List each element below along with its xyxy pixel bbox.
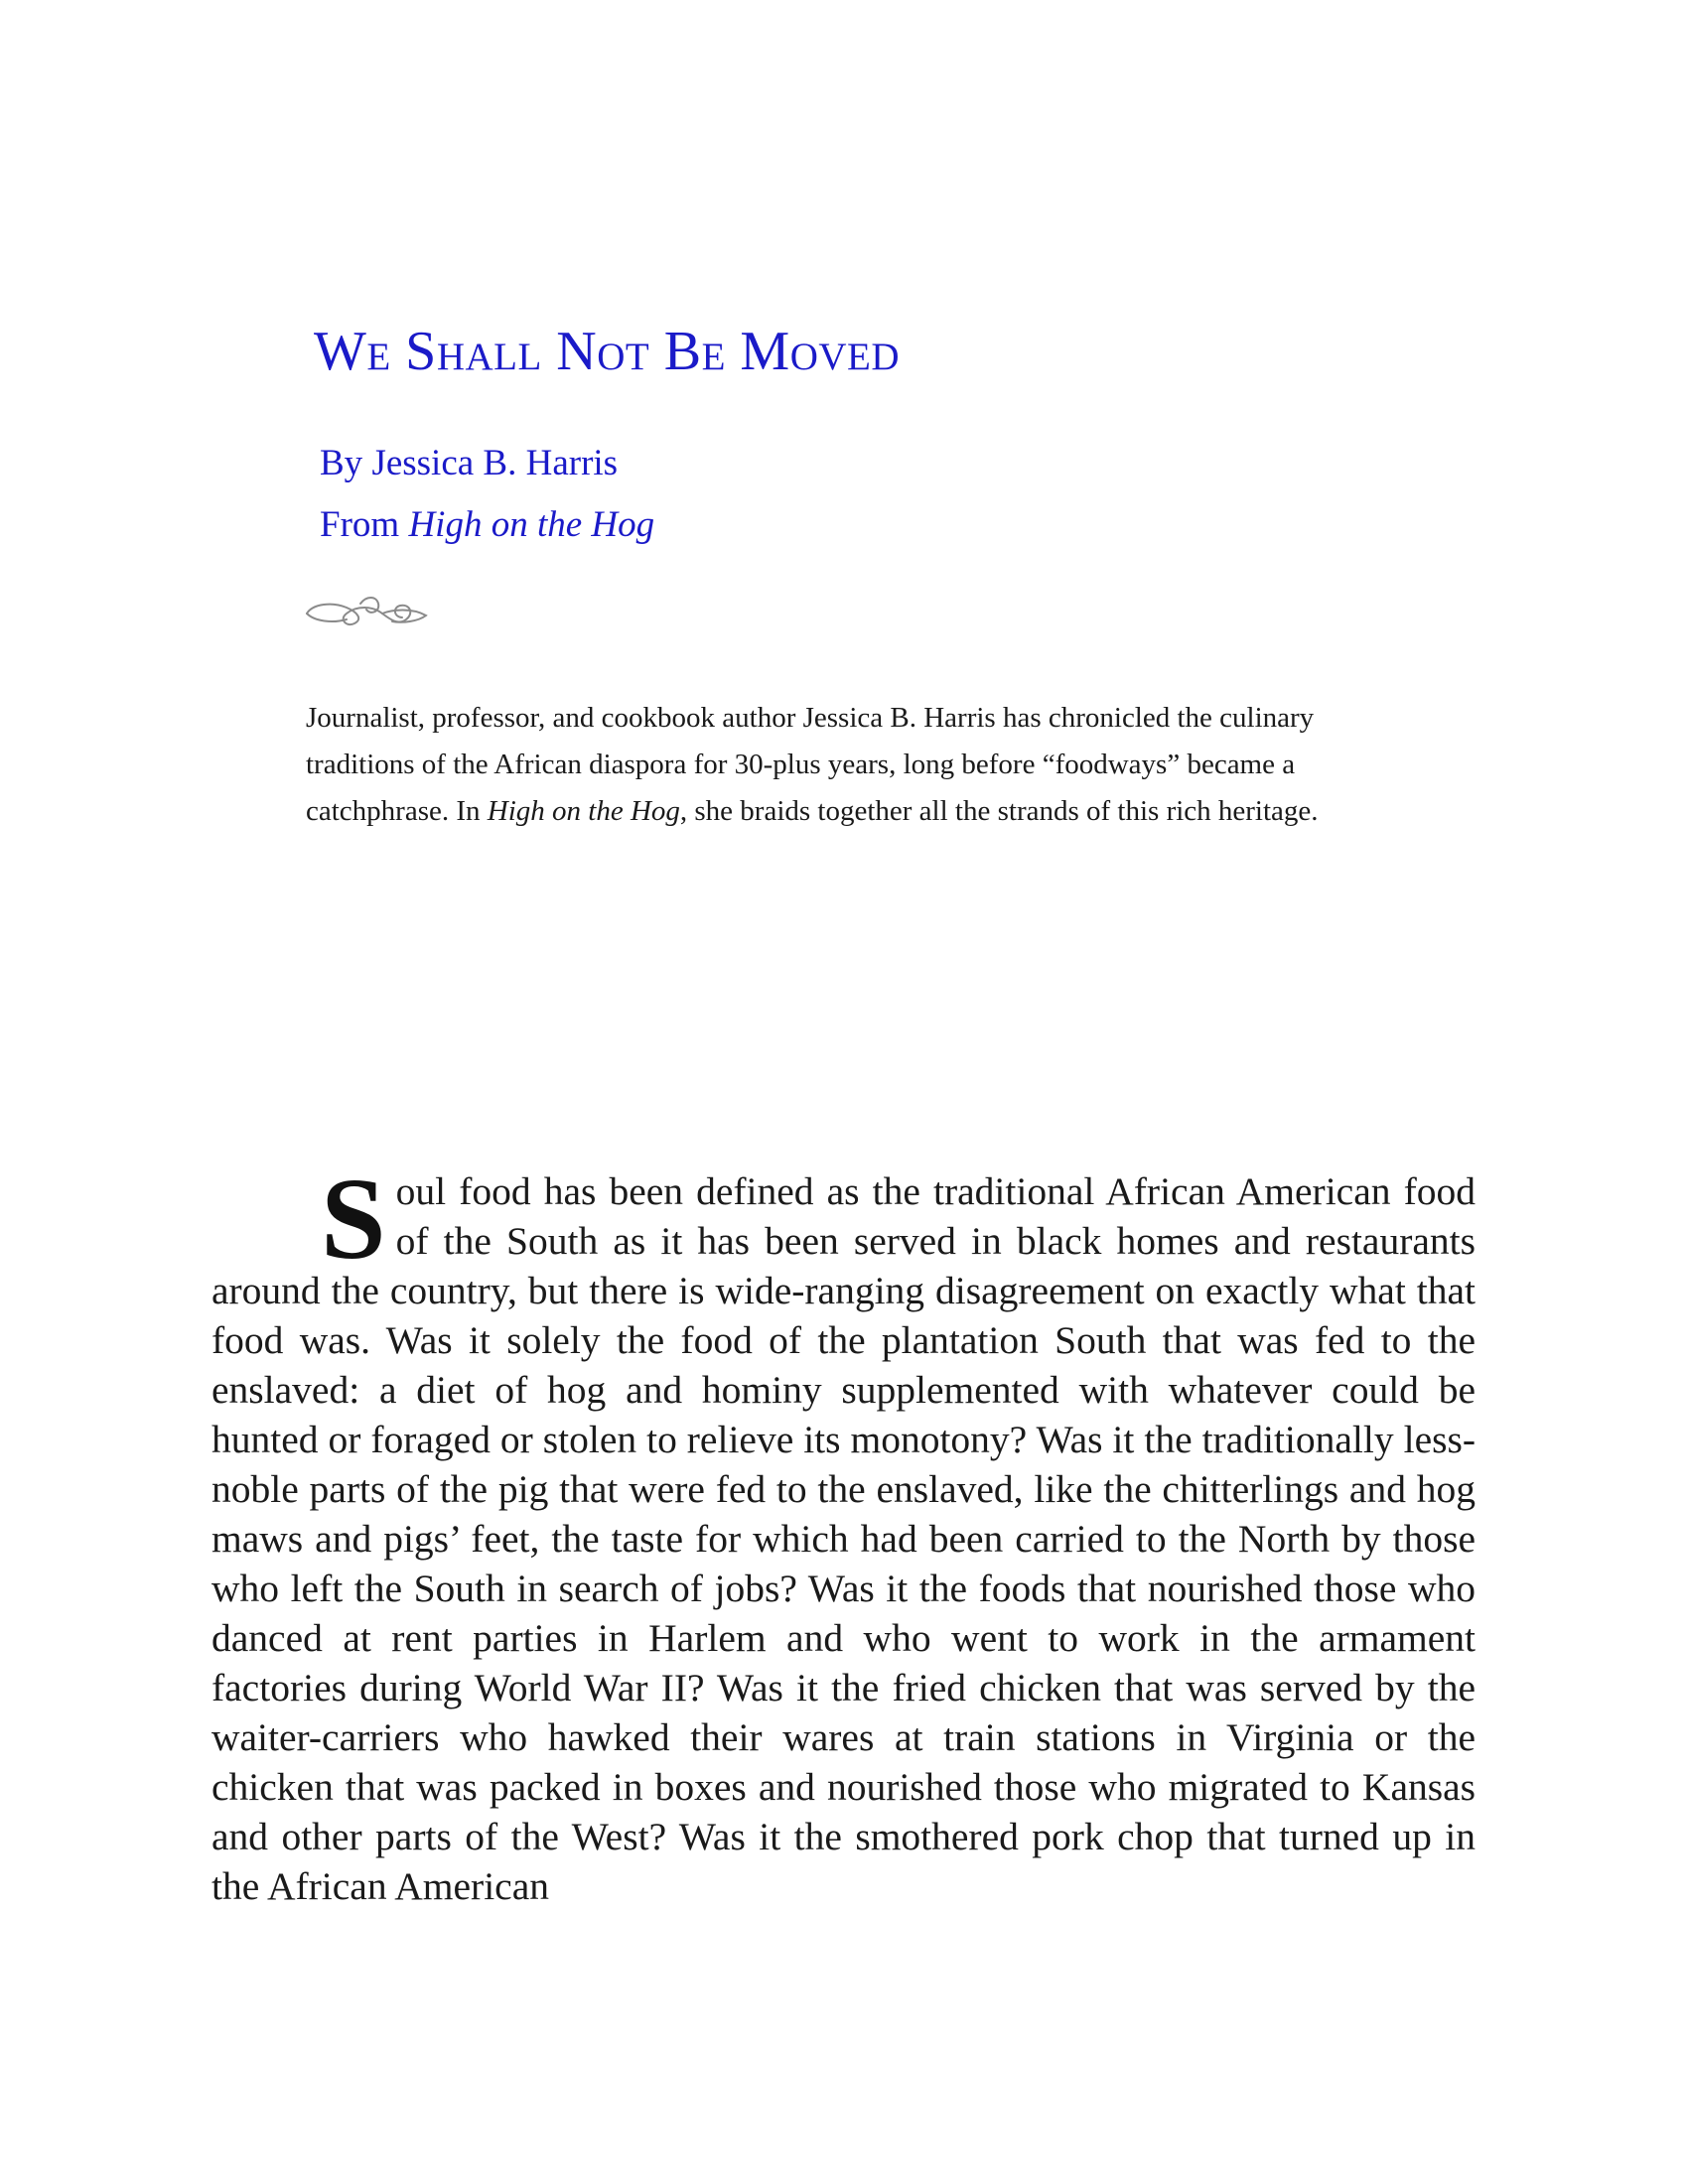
article-body (211, 1154, 1476, 1911)
byline-prefix: By (320, 443, 372, 483)
article-title: We Shall Not Be Moved (314, 321, 901, 382)
source-prefix: From (320, 504, 409, 545)
author-line (320, 433, 654, 494)
intro-paragraph (306, 695, 1378, 835)
intro-book-title: High on the Hog (487, 795, 680, 827)
author-name: Jessica B. Harris (371, 443, 619, 483)
source-line (320, 494, 654, 556)
flourish-divider-icon (303, 588, 432, 637)
body-paragraph-text: oul food has been defined as the traditional African American food of the South as it has been served in black homes and restaurants around the country, but there is wide-ranging disagreement on exactly what that food was. Was it solely the food of the plantation South that was fed to the enslaved: a diet of hog and hominy supplemented with whatever could be hunted or foraged or stolen to relieve its monotony? Was it the traditionally less-noble parts of the pig that were fed to the enslaved, like the chitterlings and hog maws and pigs’ feet, the taste for which had been carried to the North by those who left the South in search of jobs? Was it the foods that nourished those who danced at rent parties in Harlem and who went to work in the armament factories during World War II? Was it the fried chicken that was served by the waiter-carriers who hawked their wares at train stations in Virginia or the chicken that was packed in boxes and nourished those who migrated to Kansas and other parts of the West? Was it the smothered pork chop that turned up in the African American (211, 1169, 1476, 1908)
byline-block (320, 433, 654, 556)
source-title: High on the Hog (408, 504, 655, 545)
intro-text-part2: , she braids together all the strands of this rich heritage. (679, 795, 1319, 827)
drop-cap: S (321, 1154, 386, 1284)
intro-text-part1: Journalist, professor, and cookbook author Jessica B. Harris has chronicled the culinary traditions of the African diaspora for 30-plus years, long before “foodways” became a catchphrase. In (306, 702, 1315, 827)
body-paragraph (211, 1154, 1476, 1911)
